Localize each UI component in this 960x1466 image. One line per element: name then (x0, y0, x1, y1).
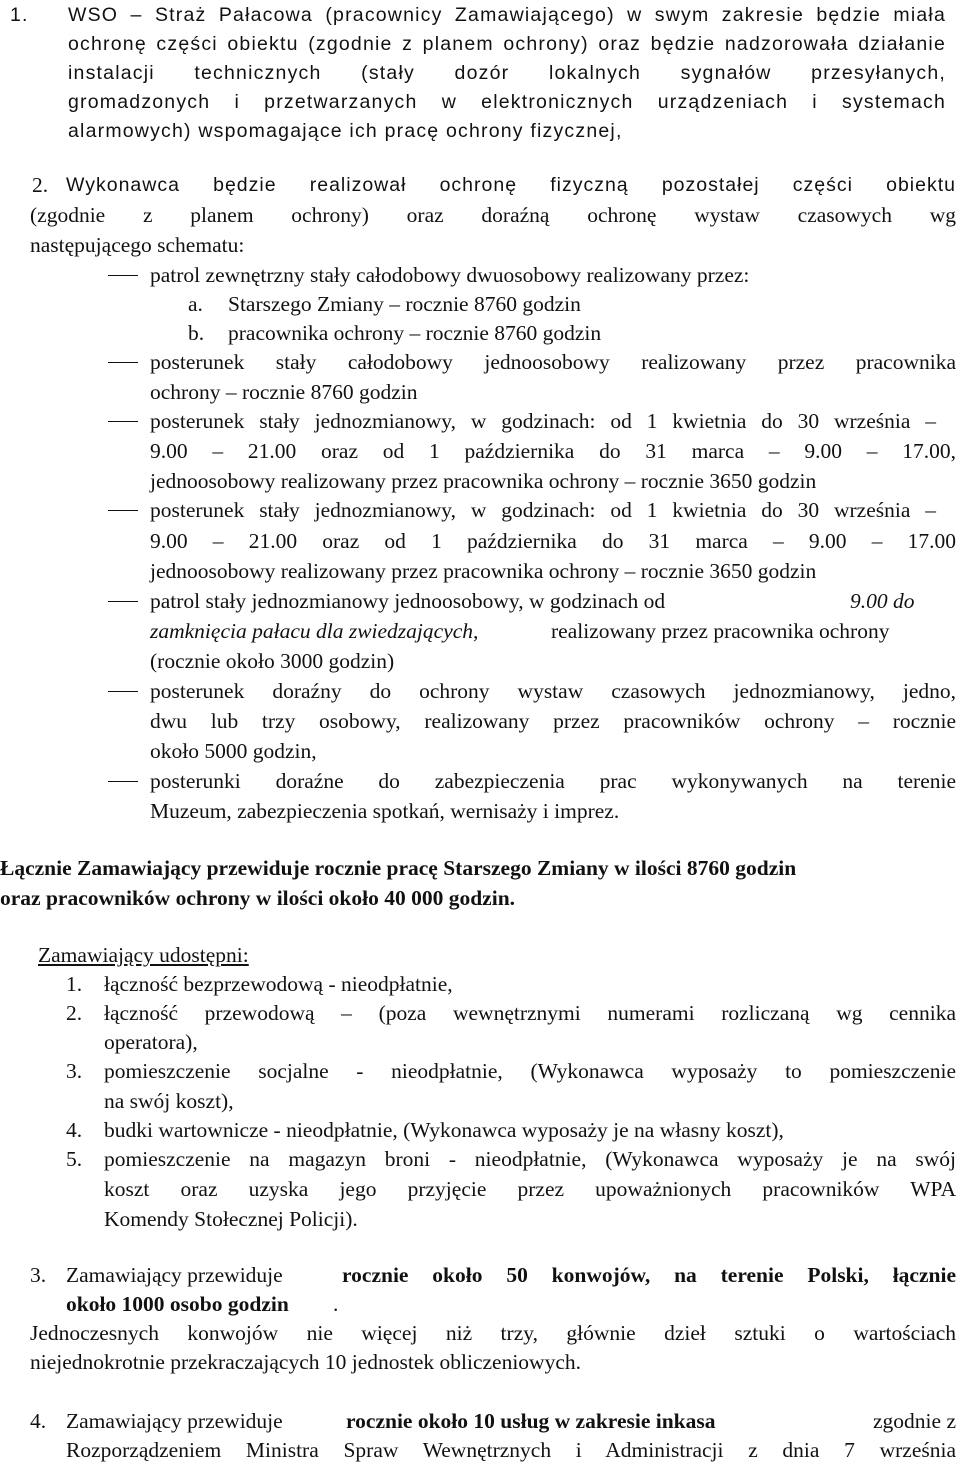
sub-item-label: a. (188, 292, 203, 316)
section-3-text-bold: około 1000 osobo godzin (66, 1292, 289, 1316)
provides-item-2-cont (0, 1027, 960, 1057)
item-text: 9.00 – 21.00 oraz od 1 października do 31 marca – 9.00 – 17.00 (150, 529, 956, 553)
provides-heading (0, 940, 960, 970)
schedule-item-3 (0, 406, 960, 436)
section-1-text: instalacji technicznych (stały dozór lokalnych sygnałów przesyłanych, (68, 62, 946, 84)
provides-item-number: 5. (66, 1147, 83, 1171)
section-4-text: Rozporządzeniem Ministra Spraw Wewnętrznych i Administracji z dnia 7 września (66, 1438, 956, 1462)
sub-item-a (0, 289, 960, 319)
section-1-line-2 (0, 29, 960, 59)
item-text: posterunek stały całodobowy jednoosobowy realizowany przez pracownika (150, 350, 956, 374)
section-2-line-3 (0, 230, 960, 260)
section-1-line-5 (0, 116, 960, 146)
provides-item-text: pomieszczenie na magazyn broni - nieodpłatnie, (Wykonawca wyposaży je na swój (104, 1147, 956, 1171)
summary-line-1 (0, 853, 960, 883)
schedule-item-7 (0, 766, 960, 796)
section-4-text: zgodnie z (873, 1409, 956, 1433)
schedule-item-5 (0, 586, 960, 616)
item-text: około 5000 godzin, (150, 739, 317, 763)
schedule-item-2-cont (0, 377, 960, 407)
summary-text: oraz pracowników ochrony w ilości około 40 000 godzin. (0, 886, 516, 910)
item-text: posterunki doraźne do zabezpieczenia prac wykonywanych na terenie (150, 769, 956, 793)
section-3-text: . (333, 1292, 339, 1316)
section-3-para-line-1 (0, 1318, 960, 1348)
schedule-item-5-cont (0, 616, 960, 646)
provides-item-text: łączność przewodową – (poza wewnętrznymi numerami rozliczaną wg cennika (104, 1001, 956, 1025)
provides-item-text: operatora), (104, 1030, 198, 1054)
provides-item-5 (0, 1144, 960, 1174)
provides-item-text: koszt oraz uzyska jego przyjęcie przez upoważnionych pracowników WPA (104, 1177, 956, 1201)
section-1-text: gromadzonych i przetwarzanych w elektronicznych urządzeniach i systemach (68, 91, 946, 113)
section-1-text: WSO – Straż Pałacowa (pracownicy Zamawiającego) w swym zakresie będzie miała (68, 4, 946, 26)
provides-item-1 (0, 969, 960, 999)
provides-item-number: 4. (66, 1118, 83, 1142)
section-1-line-1 (0, 0, 960, 30)
dash-bullet (108, 421, 138, 422)
schedule-item-6-cont (0, 736, 960, 766)
schedule-item-6 (0, 676, 960, 706)
item-text: patrol stały jednozmianowy jednoosobowy, w godzinach od (150, 589, 666, 613)
item-text: patrol zewnętrzny stały całodobowy dwuosobowy realizowany przez: (150, 263, 750, 287)
dash-bullet (108, 510, 138, 511)
sub-item-text: pracownika ochrony – rocznie 8760 godzin (228, 321, 602, 345)
item-text: Muzeum, zabezpieczenia spotkań, wernisaży i imprez. (150, 799, 620, 823)
section-3-line-2 (0, 1289, 960, 1319)
item-text: posterunek doraźny do ochrony wystaw czasowych jednozmianowy, jedno, (150, 679, 956, 703)
section-1-line-4 (0, 87, 960, 117)
section-2-text: Wykonawca będzie realizował ochronę fizyczną pozostałej części obiektu (66, 174, 956, 196)
schedule-item-3-cont (0, 436, 960, 466)
section-3-number: 3. (30, 1263, 47, 1287)
schedule-item-4 (0, 495, 960, 525)
schedule-item-4-cont (0, 556, 960, 586)
section-3-paragraph: Jednoczesnych konwojów nie więcej niż trzy, głównie dzieł sztuki o wartościach (30, 1321, 956, 1345)
sub-item-label: b. (188, 321, 205, 345)
section-1-text: ochronę części obiektu (zgodnie z planem ochrony) oraz będzie nadzorowała działanie (68, 33, 946, 55)
section-2-text: następującego schematu: (30, 233, 245, 257)
item-text: (rocznie około 3000 godzin) (150, 649, 395, 673)
schedule-item-6-cont (0, 706, 960, 736)
schedule-item-2 (0, 347, 960, 377)
schedule-item-3-cont (0, 466, 960, 496)
sub-item-text: Starszego Zmiany – rocznie 8760 godzin (228, 292, 581, 316)
section-2-line-1 (0, 170, 960, 200)
schedule-item-4-cont (0, 526, 960, 556)
provides-item-text: budki wartownicze - nieodpłatnie, (Wykonawca wyposaży je na własny koszt), (104, 1118, 784, 1142)
section-1-text: alarmowych) wspomagające ich pracę ochrony fizycznej, (68, 120, 623, 142)
section-3-text: Zamawiający przewiduje (66, 1263, 283, 1287)
section-2-line-2 (0, 200, 960, 230)
item-text: jednoosobowy realizowany przez pracownika ochrony – rocznie 3650 godzin (150, 559, 817, 583)
provides-item-number: 1. (66, 972, 83, 996)
provides-item-4 (0, 1115, 960, 1145)
sub-item-b (0, 318, 960, 348)
provides-item-3 (0, 1056, 960, 1086)
dash-bullet (108, 691, 138, 692)
provides-item-text: pomieszczenie socjalne - nieodpłatnie, (Wykonawca wyposaży to pomieszczenie (104, 1059, 956, 1083)
provides-item-5-cont (0, 1204, 960, 1234)
dash-bullet (108, 362, 138, 363)
section-2-number: 2. (32, 173, 49, 197)
section-2-text: (zgodnie z planem ochrony) oraz doraźną ochronę wystaw czasowych wg (30, 203, 956, 227)
dash-bullet (108, 601, 138, 602)
item-text: realizowany przez pracownika ochrony (551, 619, 890, 643)
item-text: ochrony – rocznie 8760 godzin (150, 380, 418, 404)
provides-item-text: łączność bezprzewodową - nieodpłatnie, (104, 972, 453, 996)
item-text-italic: 9.00 do (850, 589, 915, 613)
provides-item-3-cont (0, 1086, 960, 1116)
section-3-para-line-2 (0, 1347, 960, 1377)
section-4-text: Zamawiający przewiduje (66, 1409, 283, 1433)
provides-item-text: Komendy Stołecznej Policji). (104, 1207, 358, 1231)
section-4-line-2 (0, 1435, 960, 1465)
provides-item-number: 2. (66, 1001, 83, 1025)
section-4-number: 4. (30, 1409, 47, 1433)
provides-item-5-cont (0, 1174, 960, 1204)
item-text: 9.00 – 21.00 oraz od 1 października do 31 marca – 9.00 – 17.00, (150, 439, 956, 463)
item-text: posterunek stały jednozmianowy, w godzinach: od 1 kwietnia do 30 września – (150, 409, 936, 433)
item-text: dwu lub trzy osobowy, realizowany przez pracowników ochrony – rocznie (150, 709, 956, 733)
section-1-line-3 (0, 58, 960, 88)
provides-item-text: na swój koszt), (104, 1089, 234, 1113)
summary-text: Łącznie Zamawiający przewiduje rocznie pracę Starszego Zmiany w ilości 8760 godzin (0, 856, 797, 880)
section-1-number: 1. (10, 4, 29, 26)
section-4-text-bold: rocznie około 10 usług w zakresie inkasa (346, 1409, 716, 1433)
item-text: posterunek stały jednozmianowy, w godzinach: od 1 kwietnia do 30 września – (150, 498, 936, 522)
provides-item-number: 3. (66, 1059, 83, 1083)
schedule-item-1 (0, 260, 960, 290)
item-text: jednoosobowy realizowany przez pracownika ochrony – rocznie 3650 godzin (150, 469, 817, 493)
schedule-item-5-cont (0, 646, 960, 676)
dash-bullet (108, 781, 138, 782)
section-4-line-1 (0, 1406, 960, 1436)
schedule-item-7-cont (0, 796, 960, 826)
section-3-text-bold: rocznie około 50 konwojów, na terenie Polski, łącznie (342, 1263, 956, 1287)
summary-line-2 (0, 883, 960, 913)
provides-item-2 (0, 998, 960, 1028)
section-3-line-1 (0, 1260, 960, 1290)
dash-bullet (108, 275, 138, 276)
provides-heading-text: Zamawiający udostępni: (38, 943, 249, 967)
item-text-italic: zamknięcia pałacu dla zwiedzających, (150, 619, 479, 643)
section-3-paragraph: niejednokrotnie przekraczających 10 jednostek obliczeniowych. (30, 1350, 582, 1374)
